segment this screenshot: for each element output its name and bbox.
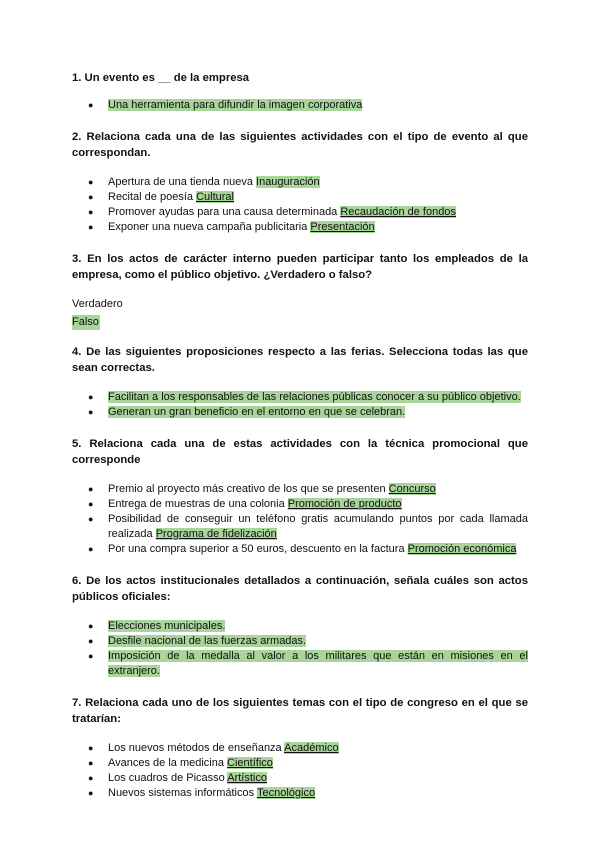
option-false-selected: Falso	[72, 316, 99, 328]
bullet-icon: ●	[88, 636, 94, 646]
list-item: ● Apertura de una tienda nueva Inauguración	[88, 176, 320, 188]
bullet-icon: ●	[88, 192, 94, 202]
bullet-icon: ●	[88, 207, 94, 217]
answer-highlight: Presentación	[310, 221, 375, 233]
question-4-title: 4. De las siguientes proposiciones respecto a las ferias. Selecciona todas las que sean correctas.	[72, 346, 528, 374]
answer-highlight: Promoción económica	[407, 543, 517, 555]
list-item: ● Facilitan a los responsables de las relaciones públicas conocer a su público objetivo.	[88, 391, 521, 403]
answer-highlight: Académico	[284, 742, 339, 754]
answer-highlight: Cultural	[196, 191, 234, 203]
list-item: ● Imposición de la medalla al valor a los militares que están en misiones en el extranjero.	[88, 650, 528, 677]
bullet-icon: ●	[88, 758, 94, 768]
list-item: ● Exponer una nueva campaña publicitaria Presentación	[88, 221, 375, 233]
bullet-icon: ●	[88, 773, 94, 783]
bullet-icon: ●	[88, 651, 94, 661]
bullet-icon: ●	[88, 177, 94, 187]
question-7-title: 7. Relaciona cada uno de los siguientes temas con el tipo de congreso en el que se tratarían:	[72, 697, 528, 725]
list-item: ● Una herramienta para difundir la imagen corporativa	[88, 99, 363, 111]
bullet-icon: ●	[88, 222, 94, 232]
option-true: Verdadero	[72, 298, 123, 310]
question-1-title: 1. Un evento es __ de la empresa	[72, 72, 250, 84]
bullet-icon: ●	[88, 743, 94, 753]
list-item: ● Los cuadros de Picasso Artístico	[88, 772, 267, 784]
answer-highlight: Promoción de producto	[287, 498, 402, 510]
question-2-list	[72, 175, 528, 235]
list-item: ● Entrega de muestras de una colonia Promoción de producto	[88, 498, 402, 510]
document-page	[72, 70, 528, 801]
bullet-icon: ●	[88, 621, 94, 631]
list-item: ● Elecciones municipales.	[88, 620, 226, 632]
question-5-title: 5. Relaciona cada una de estas actividades con la técnica promocional que corresponde	[72, 438, 528, 466]
answer-highlight: Tecnológico	[256, 787, 316, 799]
question-2-title: 2. Relaciona cada una de las siguientes actividades con el tipo de evento al que correspondan.	[72, 131, 528, 159]
answer-highlight: Programa de fidelización	[155, 528, 277, 540]
question-3-title: 3. En los actos de carácter interno pueden participar tanto los empleados de la empresa, como el público objetivo. ¿Verdadero o falso?	[72, 253, 528, 281]
question-7-list	[72, 741, 528, 801]
list-item: ● Por una compra superior a 50 euros, descuento en la factura Promoción económica	[88, 543, 517, 555]
answer-highlight: Recaudación de fondos	[340, 206, 456, 218]
answer-highlight: Inauguración	[256, 176, 320, 188]
list-item: ● Nuevos sistemas informáticos Tecnológico	[88, 787, 316, 799]
bullet-icon: ●	[88, 484, 94, 494]
list-item: ● Avances de la medicina Científico	[88, 757, 273, 769]
answer-highlight: Artístico	[227, 772, 267, 784]
question-6-list	[72, 619, 528, 679]
question-5-list	[72, 482, 528, 557]
bullet-icon: ●	[88, 392, 94, 402]
bullet-icon: ●	[88, 407, 94, 417]
question-4-list	[72, 390, 528, 420]
list-item: ● Desfile nacional de las fuerzas armadas.	[88, 635, 307, 647]
list-item: ● Posibilidad de conseguir un teléfono gratis acumulando puntos por cada llamada realizada Programa de fidelización	[88, 513, 528, 540]
question-6-title: 6. De los actos institucionales detallados a continuación, señala cuáles son actos públicos oficiales:	[72, 575, 528, 603]
question-1-list	[72, 98, 528, 113]
bullet-icon: ●	[88, 514, 94, 524]
bullet-icon: ●	[88, 100, 94, 110]
list-item: ● Promover ayudas para una causa determinada Recaudación de fondos	[88, 206, 456, 218]
bullet-icon: ●	[88, 544, 94, 554]
bullet-icon: ●	[88, 499, 94, 509]
list-item: ● Los nuevos métodos de enseñanza Académico	[88, 742, 339, 754]
list-item: ● Recital de poesía Cultural	[88, 191, 234, 203]
answer-highlight: Concurso	[388, 483, 436, 495]
answer-highlight: Científico	[227, 757, 273, 769]
list-item: ● Generan un gran beneficio en el entorno en que se celebran.	[88, 406, 406, 418]
list-item: ● Premio al proyecto más creativo de los que se presenten Concurso	[88, 483, 436, 495]
bullet-icon: ●	[88, 788, 94, 798]
